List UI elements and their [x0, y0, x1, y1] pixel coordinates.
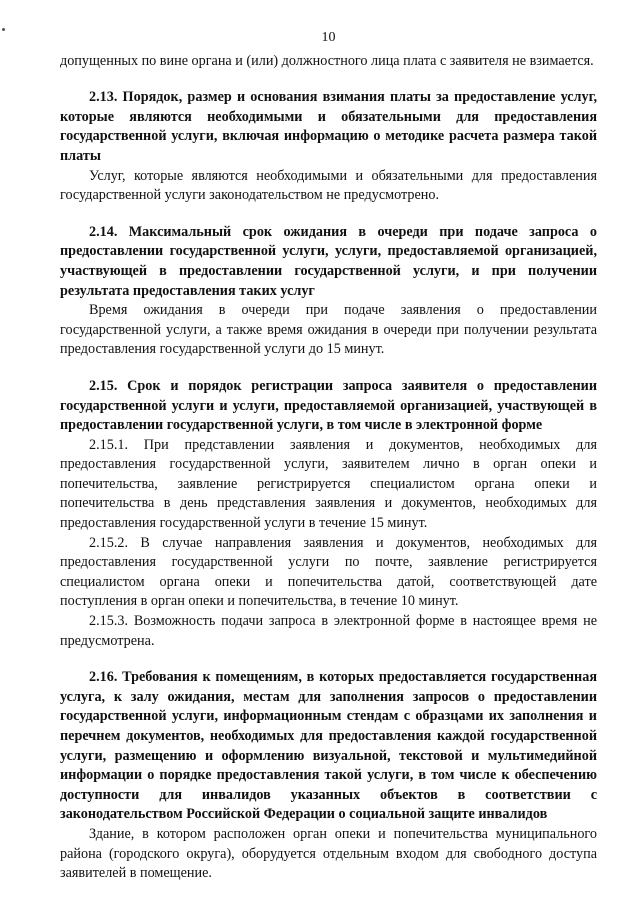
section-2-16-heading: 2.16. Требования к помещениям, в которых предоставляется государственная услуга, к залу ожидания, местам для заполнения запросов о предоставлении государственной услуги, информационным стендам с образцами их заполнения и перечнем документов, необходимых для предоставления каждой государственной услуги, размещению и оформлению визуальной, текстовой и мультимедийной информации о порядке предоставления такой услуги, в том числе к обеспечению доступности для инвалидов указанных объектов в соответствии с законодательством Российской Федерации о социальной защите инвалидов [60, 669, 597, 823]
section-2-15-heading: 2.15. Срок и порядок регистрации запроса заявителя о предоставлении государственной услуги и услуги, предоставляемой организацией, участвующей в предоставлении государственной услуги, в том числе в электронной форме [60, 377, 597, 434]
intro-paragraph: допущенных по вине органа и (или) должностного лица плата с заявителя не взимается. [60, 52, 594, 69]
section-2-15-3-paragraph: 2.15.3. Возможность подачи запроса в электронной форме в настоящее время не предусмотрена. [60, 613, 597, 649]
section-2-15-2-paragraph: 2.15.2. В случае направления заявления и документов, необходимых для предоставления государственной услуги по почте, заявление регистрируется специалистом органа опеки и попечительства датой, соответствующей дате поступления в орган опеки и попечительства, в течение 10 минут. [60, 534, 597, 610]
page-number: 10 [321, 30, 336, 45]
section-2-13-heading: 2.13. Порядок, размер и основания взимания платы за предоставление услуг, которые являются необходимыми и обязательными для предоставления государственной услуги, включая информацию о методике расчета размера такой платы [60, 89, 597, 164]
section-2-15-1-paragraph: 2.15.1. При представлении заявления и документов, необходимых для предоставления государственной услуги, заявителем лично в орган опеки и попечительства, заявление регистрируется специалистом органа опеки и попечительства в день представления заявления и документов, необходимых для предоставления государственной услуги в течение 15 минут. [60, 436, 597, 532]
scan-edge-mark [2, 28, 5, 31]
section-2-16-paragraph: Здание, в котором расположен орган опеки и попечительства муниципального района (городского округа), оборудуется отдельным входом для свободного доступа заявителей в помещение. [60, 825, 597, 882]
document-page [60, 28, 597, 884]
section-2-14-heading: 2.14. Максимальный срок ожидания в очереди при подаче запроса о предоставлении государственной услуги, услуги, предоставляемой организацией, участвующей в предоставлении государственной услуги, и при получении результата предоставления таких услуг [60, 223, 597, 299]
section-2-13-paragraph: Услуг, которые являются необходимыми и обязательными для предоставления государственной услуги законодательством не предусмотрено. [60, 167, 597, 204]
section-2-14-paragraph: Время ожидания в очереди при подаче заявления о предоставлении государственной услуги, а также время ожидания в очереди при получении результата предоставления государственной услуги до 15 минут. [60, 302, 597, 358]
